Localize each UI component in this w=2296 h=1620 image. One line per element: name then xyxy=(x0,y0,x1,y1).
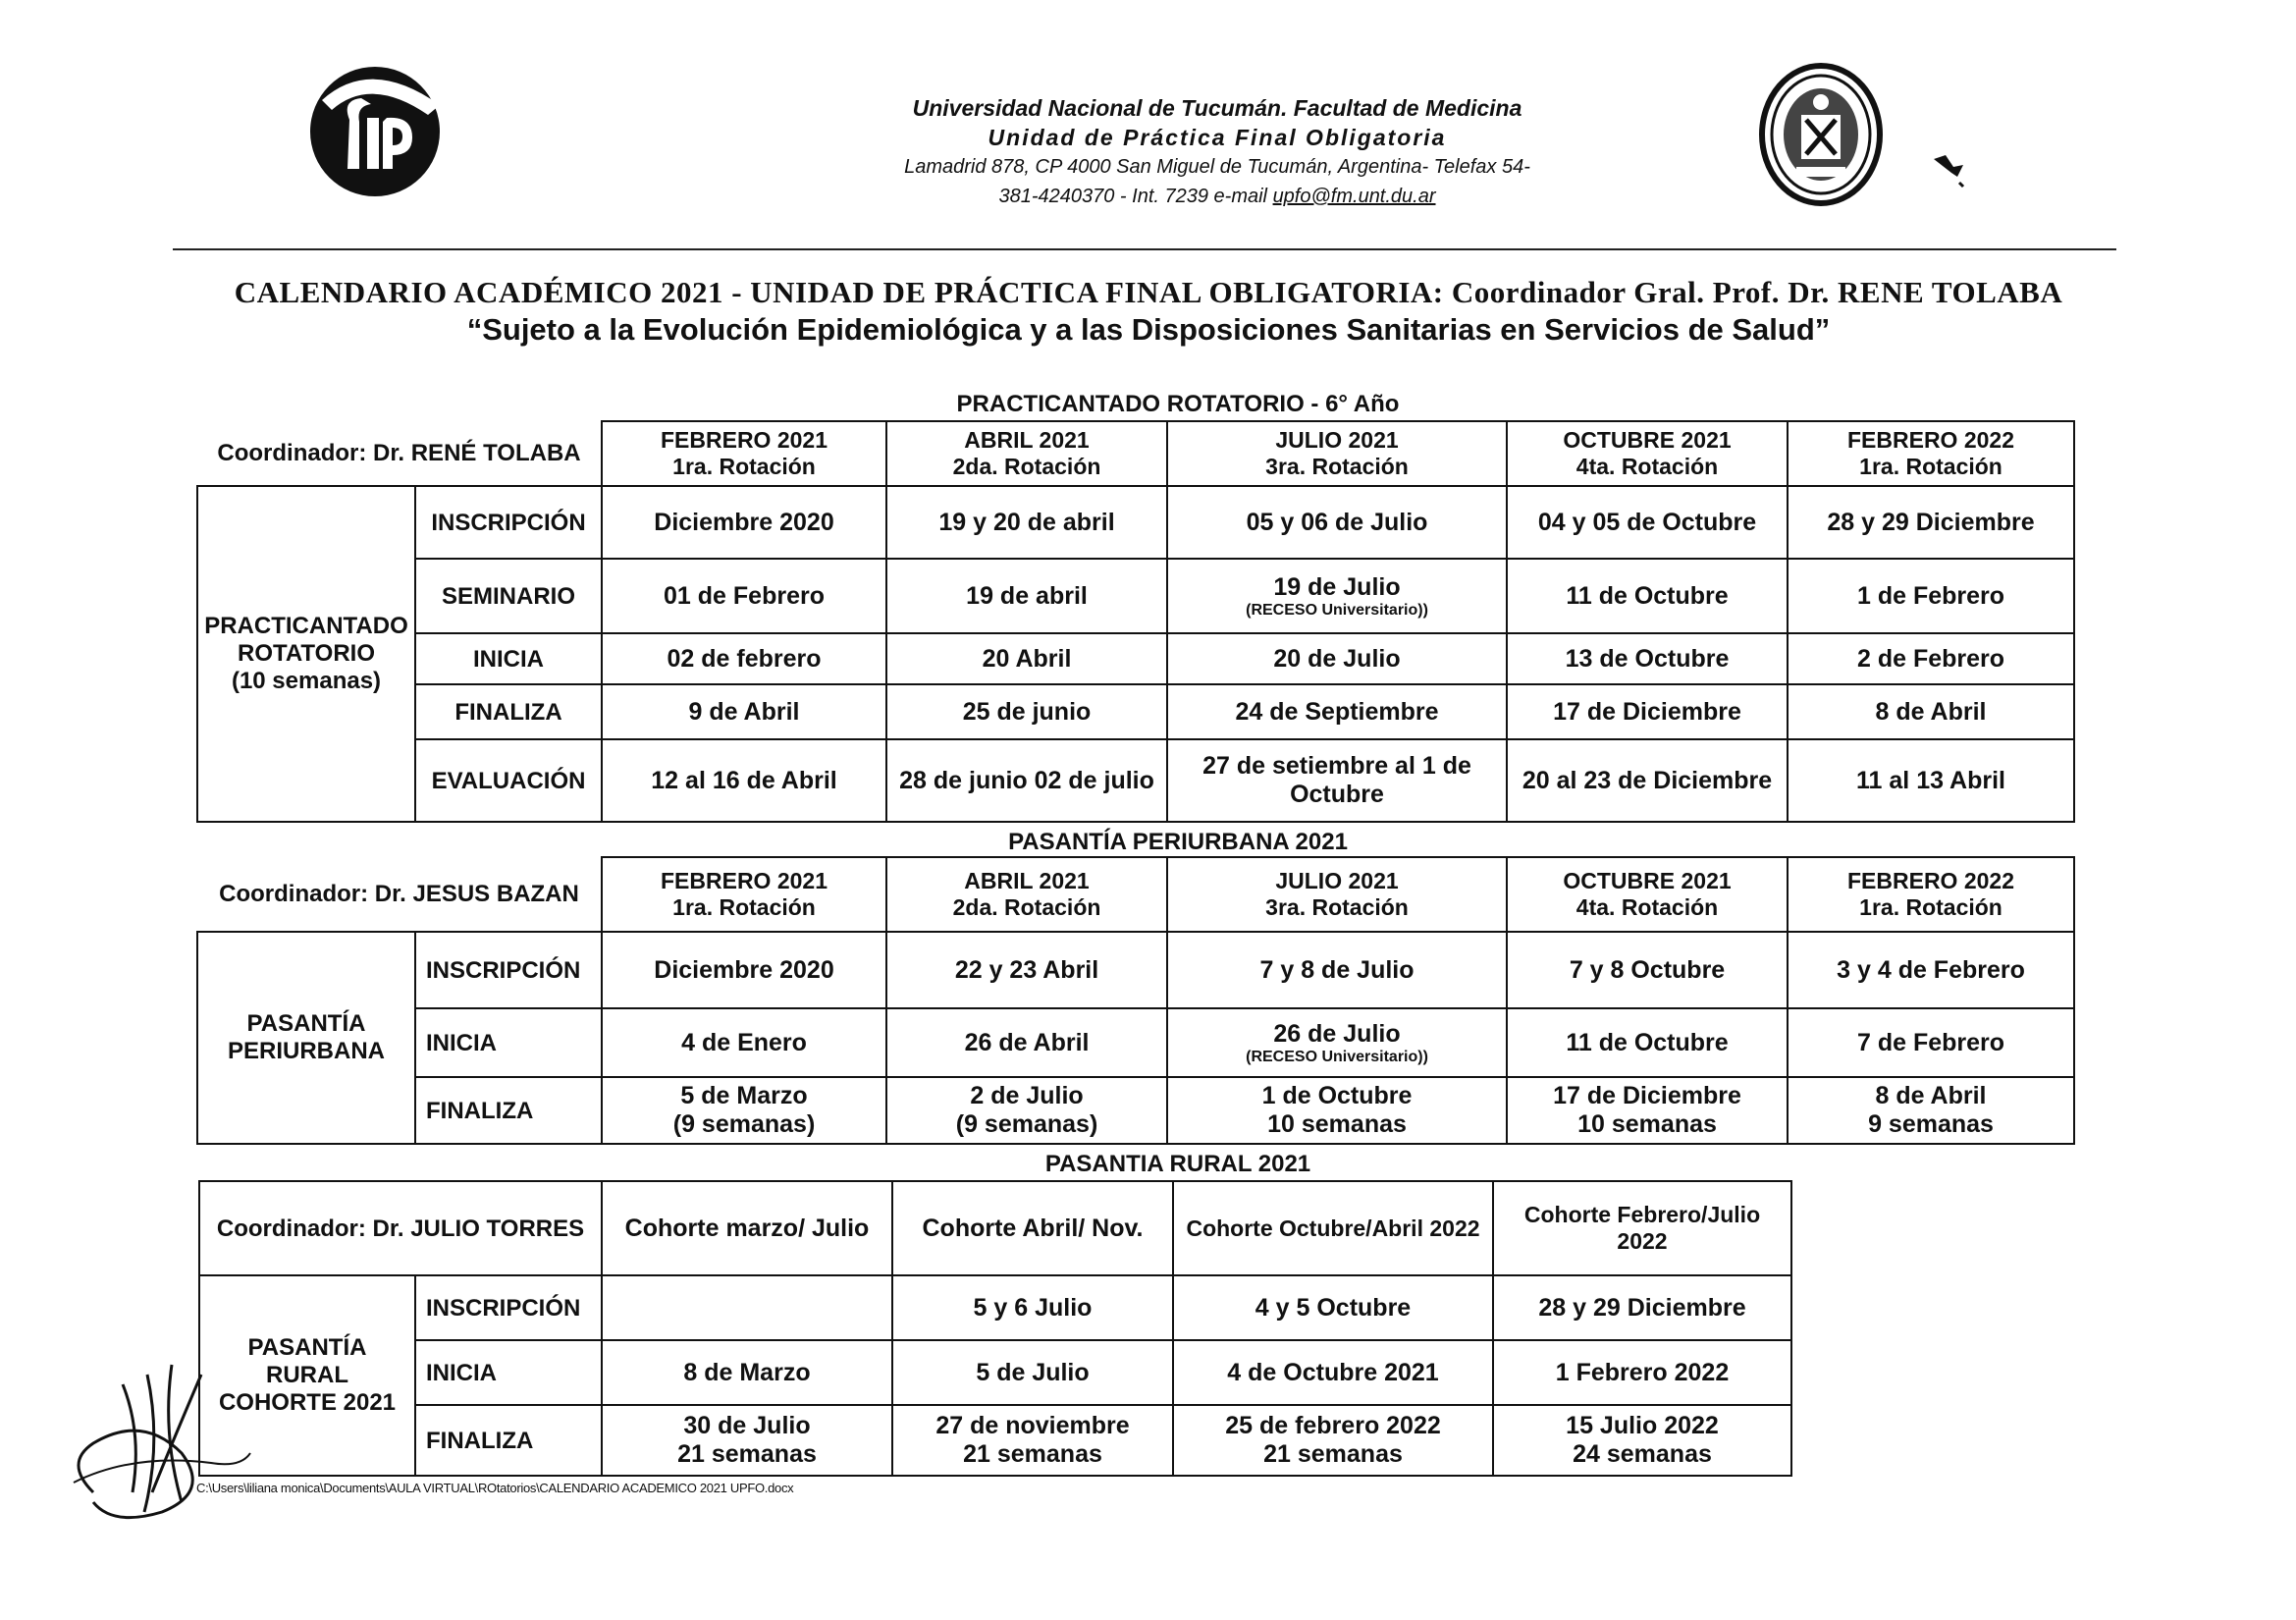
row-label: SEMINARIO xyxy=(415,559,602,633)
table-cell: 02 de febrero xyxy=(602,633,886,684)
table-cell: 8 de Abril 9 semanas xyxy=(1788,1077,2074,1144)
table-row xyxy=(197,684,2074,739)
row-label: INSCRIPCIÓN xyxy=(415,486,602,559)
column-header: Cohorte Febrero/Julio 2022 xyxy=(1493,1181,1791,1275)
row-group-label: PASANTÍA PERIURBANA xyxy=(197,932,415,1144)
table-row xyxy=(199,1275,1791,1340)
table-cell: 8 de Marzo xyxy=(602,1340,892,1405)
table-cell: 26 de Julio (RECESO Universitario)) xyxy=(1167,1008,1507,1077)
column-header: JULIO 2021 3ra. Rotación xyxy=(1167,421,1507,486)
table-cell: 04 y 05 de Octubre xyxy=(1507,486,1788,559)
section-caption-rural: PASANTIA RURAL 2021 xyxy=(1044,1151,1311,1177)
recess-note: (RECESO Universitario)) xyxy=(1246,1048,1428,1065)
table-cell: 5 y 6 Julio xyxy=(892,1275,1173,1340)
table-cell: 19 de Julio (RECESO Universitario)) xyxy=(1167,559,1507,633)
university-seal-icon xyxy=(1757,61,1885,208)
table-cell: 3 y 4 de Febrero xyxy=(1788,932,2074,1008)
table-row xyxy=(197,1077,2074,1144)
periurbana-table xyxy=(196,856,2075,1145)
table-row xyxy=(197,486,2074,559)
table-row xyxy=(197,559,2074,633)
table-cell: 11 de Octubre xyxy=(1507,559,1788,633)
table-row xyxy=(197,932,2074,1008)
table-cell: 17 de Diciembre 10 semanas xyxy=(1507,1077,1788,1144)
email-link[interactable]: upfo@fm.unt.du.ar xyxy=(1272,186,1436,207)
table-cell: 24 de Septiembre xyxy=(1167,684,1507,739)
table-cell: 11 al 13 Abril xyxy=(1788,739,2074,822)
row-label: INICIA xyxy=(415,633,602,684)
table-cell: 4 de Enero xyxy=(602,1008,886,1077)
table-cell: 28 de junio 02 de julio xyxy=(886,739,1167,822)
header-divider xyxy=(173,248,2116,250)
table-cell: 19 y 20 de abril xyxy=(886,486,1167,559)
section-caption-periurbana: PASANTÍA PERIURBANA 2021 xyxy=(1008,829,1348,855)
table-row xyxy=(197,739,2074,822)
row-label: INSCRIPCIÓN xyxy=(415,1275,602,1340)
table-cell: Diciembre 2020 xyxy=(602,932,886,1008)
table-row xyxy=(199,1340,1791,1405)
row-label: FINALIZA xyxy=(415,684,602,739)
table-cell: 27 de setiembre al 1 de Octubre xyxy=(1167,739,1507,822)
table-cell: 22 y 23 Abril xyxy=(886,932,1167,1008)
table-row xyxy=(197,633,2074,684)
table-cell: 11 de Octubre xyxy=(1507,1008,1788,1077)
faculty-logo-icon xyxy=(302,61,448,198)
table-cell: Diciembre 2020 xyxy=(602,486,886,559)
column-header: Cohorte marzo/ Julio xyxy=(602,1181,892,1275)
column-header: JULIO 2021 3ra. Rotación xyxy=(1167,857,1507,932)
table-cell: 05 y 06 de Julio xyxy=(1167,486,1507,559)
table-cell: 26 de Abril xyxy=(886,1008,1167,1077)
column-header: Cohorte Octubre/Abril 2022 xyxy=(1173,1181,1493,1275)
column-header: FEBRERO 2021 1ra. Rotación xyxy=(602,857,886,932)
table-cell: 4 de Octubre 2021 xyxy=(1173,1340,1493,1405)
header-line-university: Universidad Nacional de Tucumán. Facultad de Medicina xyxy=(912,95,1522,121)
column-header: FEBRERO 2022 1ra. Rotación xyxy=(1788,421,2074,486)
coordinator-label: Coordinador: Dr. RENÉ TOLABA xyxy=(217,440,581,466)
column-header: FEBRERO 2021 1ra. Rotación xyxy=(602,421,886,486)
table-cell: 25 de febrero 2022 21 semanas xyxy=(1173,1405,1493,1476)
table-cell: 2 de Febrero xyxy=(1788,633,2074,684)
table-cell: 27 de noviembre 21 semanas xyxy=(892,1405,1173,1476)
row-group-label: PRACTICANTADO ROTATORIO (10 semanas) xyxy=(197,486,415,822)
table-cell: 1 Febrero 2022 xyxy=(1493,1340,1791,1405)
table-cell xyxy=(602,1275,892,1340)
table-cell: 1 de Octubre 10 semanas xyxy=(1167,1077,1507,1144)
handwritten-signature-icon xyxy=(54,1345,260,1541)
rural-table xyxy=(198,1180,1792,1477)
table-cell: 19 de abril xyxy=(886,559,1167,633)
table-cell: 28 y 29 Diciembre xyxy=(1788,486,2074,559)
page-title: CALENDARIO ACADÉMICO 2021 - UNIDAD DE PRÁCTICA FINAL OBLIGATORIA: Coordinador Gral. Prof. Dr. RENE TOLABA xyxy=(234,275,2063,309)
table-cell: 7 y 8 de Julio xyxy=(1167,932,1507,1008)
table-cell: 5 de Julio xyxy=(892,1340,1173,1405)
row-group-label: PASANTÍA RURAL COHORTE 2021 xyxy=(199,1275,415,1476)
table-row xyxy=(197,1008,2074,1077)
header-line-contact xyxy=(805,182,1629,211)
table-cell: 15 Julio 2022 24 semanas xyxy=(1493,1405,1791,1476)
table-cell: 2 de Julio (9 semanas) xyxy=(886,1077,1167,1144)
table-cell: 17 de Diciembre xyxy=(1507,684,1788,739)
row-label: INICIA xyxy=(415,1008,602,1077)
table-row xyxy=(199,1405,1791,1476)
row-label: INSCRIPCIÓN xyxy=(415,932,602,1008)
practicantado-table xyxy=(196,420,2075,823)
table-cell: 20 al 23 de Diciembre xyxy=(1507,739,1788,822)
column-header: FEBRERO 2022 1ra. Rotación xyxy=(1788,857,2074,932)
row-label: INICIA xyxy=(415,1340,602,1405)
table-cell: 4 y 5 Octubre xyxy=(1173,1275,1493,1340)
table-cell: 12 al 16 de Abril xyxy=(602,739,886,822)
column-header: ABRIL 2021 2da. Rotación xyxy=(886,857,1167,932)
table-cell: 7 y 8 Octubre xyxy=(1507,932,1788,1008)
coordinator-label: Coordinador: Dr. JULIO TORRES xyxy=(199,1181,602,1275)
column-header: ABRIL 2021 2da. Rotación xyxy=(886,421,1167,486)
header-line-unit: Unidad de Práctica Final Obligatoria xyxy=(988,125,1447,150)
row-label: FINALIZA xyxy=(415,1405,602,1476)
table-cell: 7 de Febrero xyxy=(1788,1008,2074,1077)
page-subtitle: “Sujeto a la Evolución Epidemiológica y a las Disposiciones Sanitarias en Servicios de Salud” xyxy=(466,312,1831,347)
column-header: OCTUBRE 2021 4ta. Rotación xyxy=(1507,421,1788,486)
scan-mark-icon xyxy=(1924,147,1983,196)
coordinator-label: Coordinador: Dr. JESUS BAZAN xyxy=(219,881,579,907)
section-caption-practicantado: PRACTICANTADO ROTATORIO - 6° Año xyxy=(956,391,1400,417)
table-cell: 20 Abril xyxy=(886,633,1167,684)
column-header: Cohorte Abril/ Nov. xyxy=(892,1181,1173,1275)
column-header: OCTUBRE 2021 4ta. Rotación xyxy=(1507,857,1788,932)
header-phone: 381-4240370 - Int. 7239 e-mail xyxy=(998,186,1273,207)
table-cell: 5 de Marzo (9 semanas) xyxy=(602,1077,886,1144)
row-label: EVALUACIÓN xyxy=(415,739,602,822)
table-cell: 30 de Julio 21 semanas xyxy=(602,1405,892,1476)
table-cell: 20 de Julio xyxy=(1167,633,1507,684)
recess-note: (RECESO Universitario)) xyxy=(1246,601,1428,619)
table-cell: 28 y 29 Diciembre xyxy=(1493,1275,1791,1340)
table-cell: 1 de Febrero xyxy=(1788,559,2074,633)
table-cell: 13 de Octubre xyxy=(1507,633,1788,684)
row-label: FINALIZA xyxy=(415,1077,602,1144)
institution-header xyxy=(805,93,1629,211)
table-cell: 9 de Abril xyxy=(602,684,886,739)
table-cell: 25 de junio xyxy=(886,684,1167,739)
file-path-footer: C:\Users\liliana monica\Documents\AULA VIRTUAL\ROtatorios\CALENDARIO ACADEMICO 2021 UPFO.docx xyxy=(196,1481,794,1495)
table-cell: 01 de Febrero xyxy=(602,559,886,633)
header-line-address: Lamadrid 878, CP 4000 San Miguel de Tucumán, Argentina- Telefax 54- xyxy=(904,156,1530,178)
table-cell: 8 de Abril xyxy=(1788,684,2074,739)
